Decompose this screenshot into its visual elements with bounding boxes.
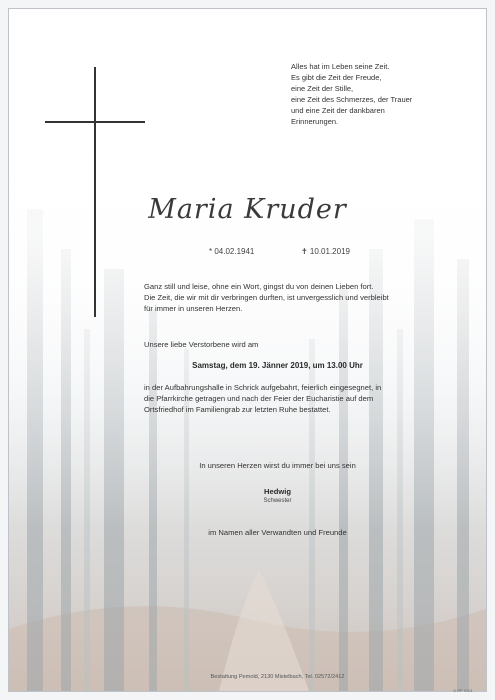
quote-line: eine Zeit des Schmerzes, der Trauer bbox=[291, 95, 413, 104]
mourner-name: Hedwig bbox=[263, 487, 291, 496]
deceased-name: Maria Kruder bbox=[148, 194, 347, 225]
paragraph-line: Ganz still und leise, ohne ein Wort, gingst du von deinen Lieben fort. bbox=[144, 282, 374, 291]
memory-line: In unseren Herzen wirst du immer bei uns sein bbox=[199, 461, 356, 470]
paragraph-line: die Pfarrkirche getragen und nach der Feier der Eucharistie auf dem bbox=[144, 394, 374, 403]
death-date: ✝ 10.01.2019 bbox=[301, 247, 350, 256]
quote-line: eine Zeit der Stille, bbox=[291, 84, 354, 93]
quote-line: Es gibt die Zeit der Freude, bbox=[291, 73, 382, 82]
paragraph-line: Die Zeit, die wir mit dir verbringen durften, ist unvergesslich und verbleibt bbox=[144, 293, 389, 302]
funeral-intro: Unsere liebe Verstorbene wird am bbox=[144, 340, 259, 349]
print-code: G RP 9101 bbox=[453, 688, 473, 693]
farewell-paragraph bbox=[144, 281, 474, 314]
quote-block bbox=[291, 61, 481, 127]
funeral-date: Samstag, dem 19. Jänner 2019, um 13.00 Uhr bbox=[192, 361, 363, 370]
quote-line: Alles hat im Leben seine Zeit. bbox=[291, 62, 390, 71]
paragraph-line: Ortsfriedhof im Familiengrab zur letzten Ruhe bestattet. bbox=[144, 405, 331, 414]
quote-line: und eine Zeit der dankbaren bbox=[291, 106, 385, 115]
birth-date: * 04.02.1941 bbox=[209, 247, 255, 256]
paragraph-line: für immer in unseren Herzen. bbox=[144, 304, 243, 313]
funeral-home-footer: Bestattung Pemold, 2130 Mistelbach, Tel. 02572/2412 bbox=[210, 674, 345, 680]
funeral-details-paragraph bbox=[144, 382, 474, 415]
quote-line: Erinnerungen. bbox=[291, 117, 339, 126]
cross-icon-vertical bbox=[94, 67, 96, 317]
obituary-card bbox=[8, 8, 487, 692]
cross-icon-horizontal bbox=[45, 121, 145, 123]
family-line: im Namen aller Verwandten und Freunde bbox=[208, 528, 347, 537]
paragraph-line: in der Aufbahrungshalle in Schrick aufgebahrt, feierlich eingesegnet, in bbox=[144, 383, 382, 392]
mourner-relation: Schwester bbox=[263, 498, 292, 504]
